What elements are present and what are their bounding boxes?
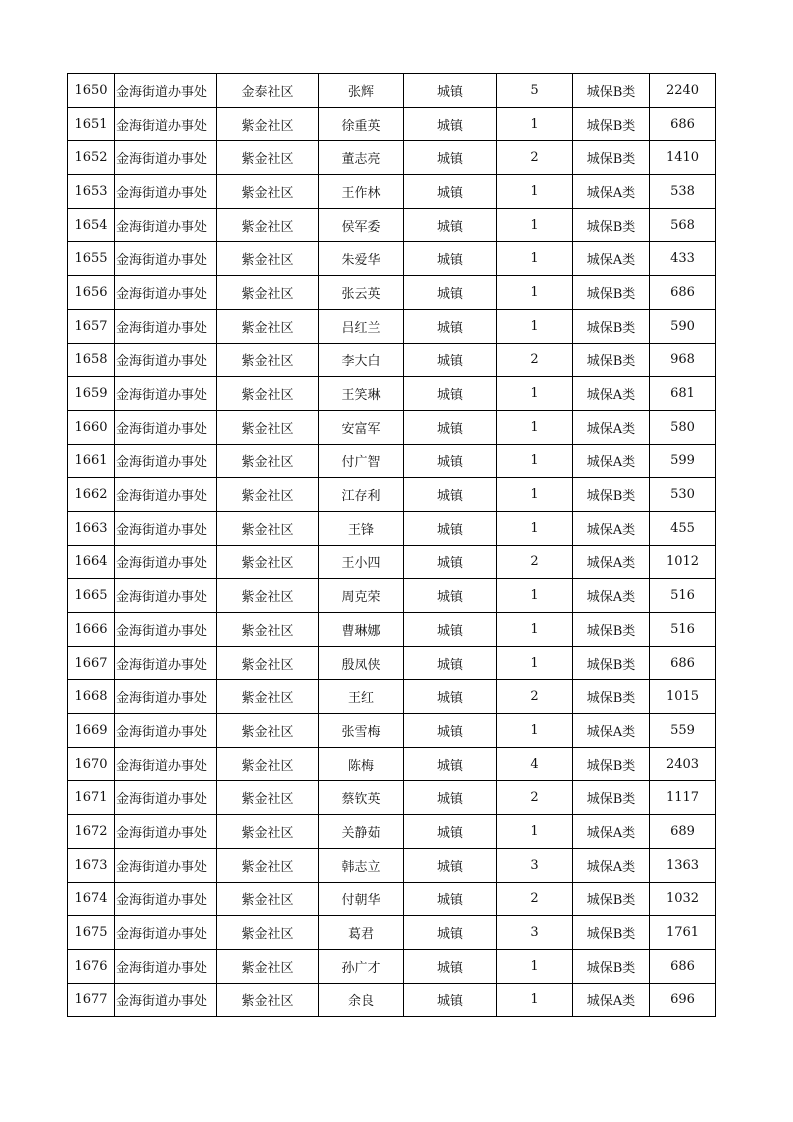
cell-office: 金海街道办事处 [115,74,217,108]
cell-amount: 530 [650,478,716,512]
cell-name: 张云英 [319,276,404,310]
cell-community: 紫金社区 [217,579,319,613]
cell-id: 1670 [68,747,115,781]
cell-category: 城保B类 [573,343,650,377]
cell-category: 城保A类 [573,983,650,1017]
cell-name: 关静茹 [319,815,404,849]
cell-amount: 538 [650,175,716,209]
cell-name: 朱爱华 [319,242,404,276]
cell-category: 城保A类 [573,579,650,613]
cell-count: 2 [497,545,573,579]
cell-category: 城保A类 [573,545,650,579]
cell-id: 1675 [68,916,115,950]
cell-amount: 686 [650,646,716,680]
cell-area: 城镇 [404,410,497,444]
cell-office: 金海街道办事处 [115,680,217,714]
table-row [68,646,716,680]
cell-id: 1673 [68,848,115,882]
cell-id: 1652 [68,141,115,175]
cell-community: 紫金社区 [217,747,319,781]
cell-amount: 696 [650,983,716,1017]
cell-office: 金海街道办事处 [115,377,217,411]
cell-community: 紫金社区 [217,141,319,175]
cell-community: 紫金社区 [217,983,319,1017]
cell-name: 侯军委 [319,208,404,242]
cell-id: 1676 [68,949,115,983]
cell-office: 金海街道办事处 [115,309,217,343]
cell-category: 城保A类 [573,714,650,748]
cell-category: 城保B类 [573,747,650,781]
cell-count: 1 [497,613,573,647]
cell-name: 周克荣 [319,579,404,613]
cell-category: 城保B类 [573,107,650,141]
cell-id: 1667 [68,646,115,680]
cell-count: 1 [497,983,573,1017]
cell-category: 城保B类 [573,949,650,983]
cell-category: 城保B类 [573,680,650,714]
cell-category: 城保A类 [573,815,650,849]
cell-area: 城镇 [404,343,497,377]
cell-id: 1662 [68,478,115,512]
cell-office: 金海街道办事处 [115,815,217,849]
table-row [68,949,716,983]
cell-category: 城保B类 [573,208,650,242]
cell-community: 紫金社区 [217,680,319,714]
cell-community: 紫金社区 [217,949,319,983]
cell-area: 城镇 [404,680,497,714]
cell-amount: 686 [650,107,716,141]
cell-category: 城保B类 [573,781,650,815]
cell-amount: 686 [650,949,716,983]
cell-area: 城镇 [404,276,497,310]
table-row [68,747,716,781]
table-row [68,141,716,175]
cell-amount: 1117 [650,781,716,815]
cell-office: 金海街道办事处 [115,276,217,310]
cell-amount: 1015 [650,680,716,714]
cell-id: 1650 [68,74,115,108]
cell-name: 王锋 [319,511,404,545]
cell-area: 城镇 [404,613,497,647]
table-row [68,175,716,209]
cell-area: 城镇 [404,175,497,209]
cell-office: 金海街道办事处 [115,141,217,175]
cell-amount: 1410 [650,141,716,175]
table-row [68,107,716,141]
table-row [68,410,716,444]
cell-category: 城保B类 [573,646,650,680]
table-row [68,208,716,242]
cell-name: 李大白 [319,343,404,377]
cell-name: 付广智 [319,444,404,478]
cell-amount: 433 [650,242,716,276]
cell-area: 城镇 [404,579,497,613]
table-row [68,714,716,748]
cell-count: 2 [497,781,573,815]
table-row [68,74,716,108]
cell-community: 紫金社区 [217,478,319,512]
table-row [68,309,716,343]
cell-office: 金海街道办事处 [115,107,217,141]
cell-community: 紫金社区 [217,208,319,242]
cell-name: 吕红兰 [319,309,404,343]
cell-office: 金海街道办事处 [115,983,217,1017]
cell-community: 紫金社区 [217,646,319,680]
cell-id: 1668 [68,680,115,714]
cell-community: 紫金社区 [217,343,319,377]
cell-community: 紫金社区 [217,714,319,748]
cell-area: 城镇 [404,949,497,983]
cell-office: 金海街道办事处 [115,882,217,916]
table-row [68,478,716,512]
cell-office: 金海街道办事处 [115,478,217,512]
cell-community: 紫金社区 [217,815,319,849]
cell-count: 1 [497,276,573,310]
cell-office: 金海街道办事处 [115,511,217,545]
cell-area: 城镇 [404,747,497,781]
cell-name: 徐重英 [319,107,404,141]
cell-count: 1 [497,949,573,983]
cell-amount: 580 [650,410,716,444]
cell-office: 金海街道办事处 [115,410,217,444]
cell-category: 城保A类 [573,848,650,882]
cell-office: 金海街道办事处 [115,916,217,950]
cell-community: 金泰社区 [217,74,319,108]
table-row [68,680,716,714]
cell-amount: 2240 [650,74,716,108]
cell-category: 城保B类 [573,882,650,916]
cell-category: 城保B类 [573,613,650,647]
cell-community: 紫金社区 [217,916,319,950]
cell-amount: 1761 [650,916,716,950]
cell-office: 金海街道办事处 [115,545,217,579]
cell-office: 金海街道办事处 [115,747,217,781]
cell-name: 付朝华 [319,882,404,916]
table-row [68,848,716,882]
cell-office: 金海街道办事处 [115,613,217,647]
cell-id: 1665 [68,579,115,613]
cell-office: 金海街道办事处 [115,848,217,882]
cell-name: 张辉 [319,74,404,108]
cell-count: 1 [497,410,573,444]
cell-area: 城镇 [404,511,497,545]
cell-amount: 568 [650,208,716,242]
cell-area: 城镇 [404,646,497,680]
cell-community: 紫金社区 [217,242,319,276]
cell-area: 城镇 [404,377,497,411]
cell-office: 金海街道办事处 [115,175,217,209]
cell-count: 5 [497,74,573,108]
cell-id: 1659 [68,377,115,411]
cell-amount: 968 [650,343,716,377]
table-row [68,377,716,411]
cell-category: 城保B类 [573,478,650,512]
cell-amount: 559 [650,714,716,748]
cell-office: 金海街道办事处 [115,646,217,680]
table-row [68,444,716,478]
cell-community: 紫金社区 [217,377,319,411]
cell-amount: 681 [650,377,716,411]
cell-count: 2 [497,680,573,714]
cell-category: 城保A类 [573,175,650,209]
cell-amount: 689 [650,815,716,849]
cell-community: 紫金社区 [217,511,319,545]
cell-community: 紫金社区 [217,545,319,579]
cell-area: 城镇 [404,208,497,242]
cell-category: 城保B类 [573,916,650,950]
cell-id: 1657 [68,309,115,343]
cell-amount: 590 [650,309,716,343]
cell-community: 紫金社区 [217,882,319,916]
cell-community: 紫金社区 [217,444,319,478]
cell-id: 1674 [68,882,115,916]
cell-area: 城镇 [404,815,497,849]
cell-count: 1 [497,309,573,343]
cell-office: 金海街道办事处 [115,781,217,815]
cell-area: 城镇 [404,309,497,343]
cell-id: 1663 [68,511,115,545]
cell-category: 城保A类 [573,377,650,411]
cell-category: 城保A类 [573,242,650,276]
cell-area: 城镇 [404,714,497,748]
cell-count: 1 [497,478,573,512]
table-row [68,983,716,1017]
cell-count: 3 [497,916,573,950]
cell-area: 城镇 [404,107,497,141]
table-row [68,511,716,545]
cell-name: 殷凤侠 [319,646,404,680]
table-row [68,815,716,849]
cell-id: 1651 [68,107,115,141]
cell-amount: 1032 [650,882,716,916]
cell-id: 1656 [68,276,115,310]
cell-count: 1 [497,107,573,141]
cell-area: 城镇 [404,848,497,882]
cell-office: 金海街道办事处 [115,242,217,276]
cell-count: 3 [497,848,573,882]
table-row [68,781,716,815]
cell-office: 金海街道办事处 [115,949,217,983]
cell-count: 2 [497,882,573,916]
cell-name: 余良 [319,983,404,1017]
table-row [68,343,716,377]
cell-name: 王笑琳 [319,377,404,411]
cell-community: 紫金社区 [217,781,319,815]
cell-office: 金海街道办事处 [115,444,217,478]
cell-community: 紫金社区 [217,613,319,647]
cell-name: 孙广才 [319,949,404,983]
cell-category: 城保A类 [573,410,650,444]
cell-id: 1655 [68,242,115,276]
table-row [68,882,716,916]
cell-name: 江存利 [319,478,404,512]
cell-count: 2 [497,343,573,377]
cell-id: 1653 [68,175,115,209]
cell-community: 紫金社区 [217,309,319,343]
cell-id: 1664 [68,545,115,579]
cell-count: 4 [497,747,573,781]
cell-area: 城镇 [404,983,497,1017]
cell-category: 城保B类 [573,141,650,175]
table-row [68,242,716,276]
cell-count: 1 [497,815,573,849]
table-row [68,276,716,310]
cell-community: 紫金社区 [217,848,319,882]
cell-count: 1 [497,444,573,478]
cell-id: 1658 [68,343,115,377]
cell-name: 董志亮 [319,141,404,175]
cell-area: 城镇 [404,478,497,512]
cell-category: 城保A类 [573,511,650,545]
cell-area: 城镇 [404,882,497,916]
cell-amount: 455 [650,511,716,545]
cell-count: 1 [497,511,573,545]
cell-amount: 686 [650,276,716,310]
cell-name: 张雪梅 [319,714,404,748]
cell-id: 1672 [68,815,115,849]
records-table [67,73,716,1017]
cell-count: 1 [497,377,573,411]
cell-category: 城保A类 [573,444,650,478]
cell-category: 城保B类 [573,74,650,108]
cell-id: 1669 [68,714,115,748]
cell-count: 1 [497,646,573,680]
cell-area: 城镇 [404,781,497,815]
table-row [68,916,716,950]
cell-community: 紫金社区 [217,410,319,444]
cell-amount: 516 [650,613,716,647]
cell-count: 1 [497,579,573,613]
table-row [68,579,716,613]
cell-area: 城镇 [404,74,497,108]
cell-id: 1677 [68,983,115,1017]
cell-name: 曹琳娜 [319,613,404,647]
cell-amount: 1363 [650,848,716,882]
table-row [68,613,716,647]
cell-area: 城镇 [404,242,497,276]
cell-amount: 516 [650,579,716,613]
cell-name: 王红 [319,680,404,714]
cell-area: 城镇 [404,545,497,579]
cell-name: 王作林 [319,175,404,209]
cell-amount: 1012 [650,545,716,579]
cell-office: 金海街道办事处 [115,343,217,377]
cell-name: 蔡钦英 [319,781,404,815]
cell-id: 1654 [68,208,115,242]
cell-amount: 2403 [650,747,716,781]
records-body [68,74,716,1017]
cell-name: 安富军 [319,410,404,444]
cell-count: 1 [497,242,573,276]
cell-name: 葛君 [319,916,404,950]
cell-count: 1 [497,208,573,242]
cell-name: 韩志立 [319,848,404,882]
cell-area: 城镇 [404,916,497,950]
cell-amount: 599 [650,444,716,478]
cell-id: 1671 [68,781,115,815]
cell-count: 1 [497,714,573,748]
cell-category: 城保B类 [573,309,650,343]
cell-category: 城保B类 [573,276,650,310]
cell-office: 金海街道办事处 [115,208,217,242]
table-row [68,545,716,579]
cell-name: 陈梅 [319,747,404,781]
cell-id: 1666 [68,613,115,647]
cell-area: 城镇 [404,444,497,478]
cell-office: 金海街道办事处 [115,579,217,613]
cell-community: 紫金社区 [217,175,319,209]
cell-community: 紫金社区 [217,276,319,310]
cell-id: 1661 [68,444,115,478]
cell-office: 金海街道办事处 [115,714,217,748]
cell-count: 1 [497,175,573,209]
cell-community: 紫金社区 [217,107,319,141]
cell-id: 1660 [68,410,115,444]
cell-name: 王小四 [319,545,404,579]
cell-area: 城镇 [404,141,497,175]
cell-count: 2 [497,141,573,175]
